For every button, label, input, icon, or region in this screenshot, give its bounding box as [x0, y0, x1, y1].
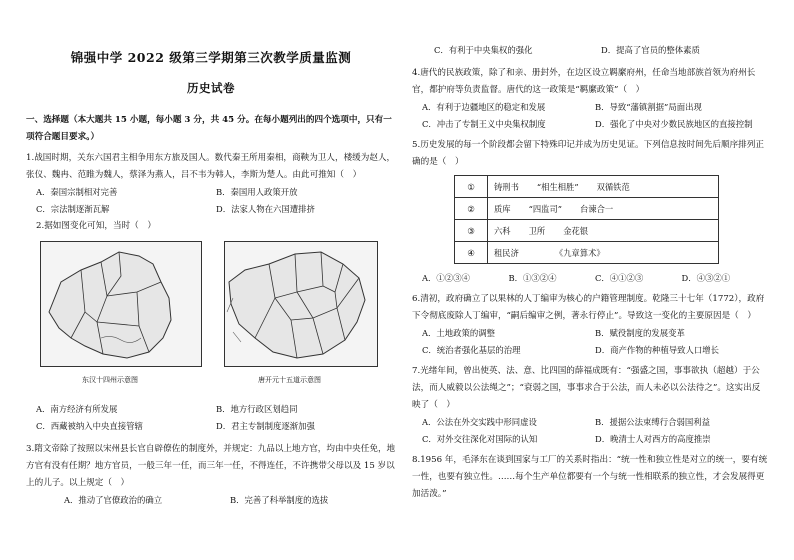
option-c[interactable]: C．统治者强化基层的治理	[422, 345, 521, 355]
option-a[interactable]: A．推动了官僚政治的确立	[64, 495, 163, 505]
row-item: 铸刑书	[494, 181, 519, 192]
question-stem: 3.隋文帝除了按照以宋州县长官自辟僚佐的制度外，并规定：九品以上地方官，均由中央任免，地方官有没有任期？地方官员，一般三年一任，而三年一任，不得连任，不许携带父母以及 15 岁以上的儿子。以上规定（ ）	[26, 444, 396, 488]
option-a[interactable]: A．公法在外交实践中形同虚设	[422, 417, 537, 427]
option-d[interactable]: D．商产作物的种植导致人口增长	[595, 345, 719, 355]
question-5	[412, 137, 768, 287]
option-c[interactable]: C．宗法制逐渐瓦解	[36, 204, 110, 214]
options	[412, 270, 768, 287]
row-content	[488, 220, 719, 242]
section-heading: 一、选择题（本大题共 15 小题，每小题 3 分，共 45 分。在每小题列出的四个选项中，只有一项符合题目要求。）	[26, 115, 392, 142]
row-content	[488, 198, 719, 220]
left-column	[26, 0, 396, 509]
question-3-continued-options	[412, 42, 768, 59]
exam-subtitle: 历史试卷	[187, 81, 235, 95]
map-tang-graphic	[225, 242, 377, 366]
question-stem: 5.历史发展的每一个阶段都会留下特殊印记并成为历史见证。下列信息按时间先后顺序排列正确的是（ ）	[412, 140, 764, 167]
option-c[interactable]: C．冲击了专制王义中央集权制度	[422, 119, 546, 129]
row-item: 台谏合一	[579, 203, 614, 214]
question-4	[412, 65, 768, 133]
options	[26, 492, 396, 509]
option-b[interactable]: B．①③②④	[508, 273, 557, 283]
map-eastern-han	[40, 241, 202, 367]
row-item: 租民济	[494, 247, 519, 258]
row-item: 《九章算术》	[554, 247, 605, 258]
option-d[interactable]: D．④③②①	[681, 273, 731, 283]
row-item: 质库	[494, 203, 511, 214]
option-a[interactable]: A．①②③④	[422, 273, 470, 283]
question-1	[26, 150, 396, 218]
option-d[interactable]: D．法家人物在六国遭排挤	[216, 204, 315, 214]
map-caption-tang: 唐开元十五道示意图	[258, 376, 321, 384]
row-item: “相生相胜”	[536, 181, 579, 192]
options	[26, 184, 396, 218]
option-a[interactable]: A．土地政策的调整	[422, 328, 496, 338]
question-stem: 8.1956 年，毛泽东在谈到国家与工厂的关系时指出：“统一性和独立性是对立的统一，要有统一性，也要有独立性。……每个生产单位都要有一个与统一性相联系的独立性，才会发展得更加活泼。”	[412, 455, 768, 499]
options	[412, 99, 768, 133]
row-item: “四监司”	[528, 203, 562, 214]
table-row	[455, 220, 719, 242]
question-6	[412, 291, 768, 359]
map-caption-eastern-han: 东汉十四州示意图	[82, 376, 138, 384]
option-a[interactable]: A．有利于边疆地区的稳定和发展	[422, 102, 546, 112]
row-item: 卫所	[528, 225, 546, 236]
option-a[interactable]: A．秦国宗制相对完善	[36, 187, 118, 197]
option-c[interactable]: C．对外交往深化对国际的认知	[422, 434, 538, 444]
row-item: 双循铁范	[596, 181, 630, 192]
option-d[interactable]: D．强化了中央对少数民族地区的直接控制	[595, 119, 753, 129]
question-3	[26, 441, 396, 509]
row-index: ①	[455, 176, 488, 198]
option-b[interactable]: B．地方行政区划趋同	[216, 404, 298, 414]
question-stem: 2.据如图变化可知，当时（ ）	[36, 221, 156, 231]
row-content	[488, 242, 719, 264]
row-index: ④	[455, 242, 488, 264]
question-8	[412, 452, 768, 503]
option-c[interactable]: C．有利于中央集权的强化	[434, 45, 533, 55]
question-stem: 1.战国时期，关东六国君主相争用东方旅及国人。数代秦王所用秦相，商鞅为卫人，楼缓为赵人，张仪、魏冉、范睢为魏人，蔡泽为燕人，吕不韦为韩人，李斯为楚人。由此可推知（ ）	[26, 153, 396, 180]
option-d[interactable]: D．君主专制制度逐渐加强	[216, 421, 315, 431]
map-tang	[224, 241, 378, 367]
row-index: ③	[455, 220, 488, 242]
question-7	[412, 363, 768, 448]
exam-title: 锦强中学 2022 级第三学期第三次教学质量监测	[70, 50, 352, 65]
question-stem: 7.光绪年间，曾出使英、法、意、比四国的薛福成既有：“强盛之国，事事欲执（超越）于公法，而人威毅以公法绳之”；“衰弱之国，事事求合于公法，而人未必以公法待之”。这实出反映了（ ）	[412, 366, 761, 410]
row-item: 六科	[494, 225, 511, 236]
table-row	[455, 242, 719, 264]
question-stem: 6.清初，政府确立了以果林的人丁编审为核心的户籍管理制度。乾隆三十七年（1772），政府下令彻底废除人丁编审，“嗣后编审之例，著永行停止”。导致这一变化的主要原因是（ ）	[412, 294, 765, 321]
option-b[interactable]: B．赋役制度的发展变革	[595, 328, 685, 338]
option-c[interactable]: C．西藏被纳入中央直接管辖	[36, 421, 143, 431]
options	[26, 401, 396, 435]
table-row	[455, 198, 719, 220]
question-stem: 4.唐代的民族政策，除了和亲、册封外，在边区设立羁縻府州，任命当地部族首领为府州长官，都护府等负责监督。唐代的这一政策是“羁縻政策”（ ）	[412, 68, 756, 95]
option-b[interactable]: B．秦国用人政策开放	[216, 187, 298, 197]
maps-figure	[26, 235, 396, 395]
map-eastern-han-graphic	[41, 242, 201, 366]
option-a[interactable]: A．南方经济有所发展	[36, 404, 118, 414]
info-table	[454, 175, 719, 264]
right-column	[412, 42, 768, 503]
option-c[interactable]: C．④①②③	[595, 273, 644, 283]
option-d[interactable]: D．晚清士人对西方的高度推崇	[595, 434, 711, 444]
row-content	[488, 176, 719, 198]
row-index: ②	[455, 198, 488, 220]
option-d[interactable]: D．提高了官员的整体素质	[601, 45, 700, 55]
options	[412, 325, 768, 359]
row-item: 金花银	[563, 225, 589, 236]
options	[412, 414, 768, 448]
option-b[interactable]: B．完善了科举制度的选拔	[230, 495, 329, 505]
option-b[interactable]: B．援据公法束缚行合弱国利益	[595, 417, 711, 427]
table-row	[455, 176, 719, 198]
question-2	[26, 218, 396, 435]
option-b[interactable]: B．导致“藩镇割据”局面出现	[595, 102, 702, 112]
